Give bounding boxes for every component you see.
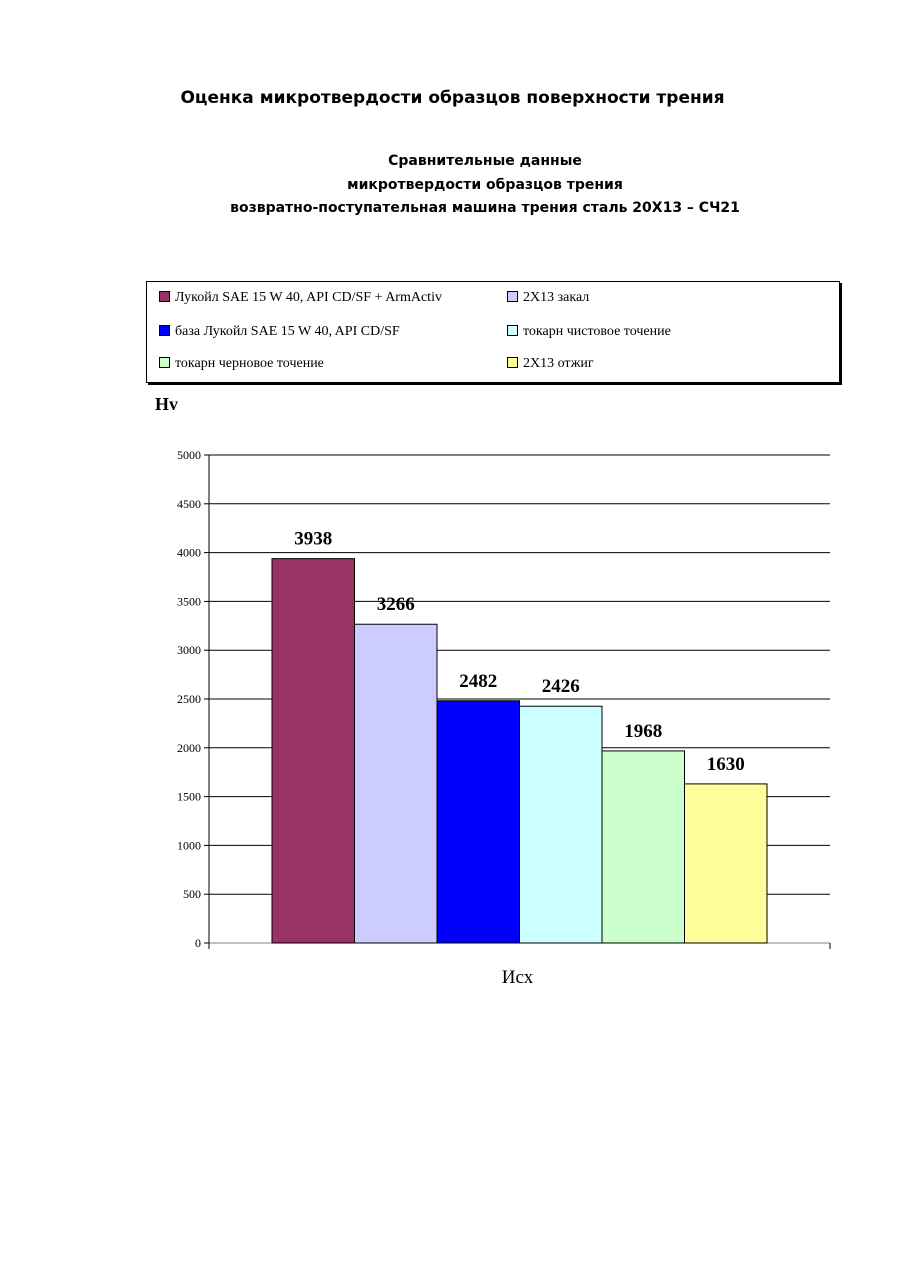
y-tick-label-3000: 3000 bbox=[177, 643, 201, 658]
data-label-5: 1968 bbox=[624, 720, 663, 742]
legend-label-3: база Лукойл SAE 15 W 40, API CD/SF bbox=[175, 324, 400, 339]
bar-1 bbox=[272, 559, 355, 943]
y-axis-title: Hv bbox=[155, 394, 179, 414]
y-tick-label-4000: 4000 bbox=[177, 545, 201, 560]
bar-3 bbox=[437, 701, 520, 943]
bar-6 bbox=[685, 784, 768, 943]
bar-5 bbox=[602, 751, 685, 943]
data-label-2: 3266 bbox=[376, 594, 415, 616]
subtitle-line-1: Сравнительные данные bbox=[388, 153, 582, 169]
subtitle-line-2: микротвердости образцов трения bbox=[347, 177, 623, 193]
data-label-4: 2426 bbox=[541, 676, 580, 698]
y-tick-label-5000: 5000 bbox=[177, 448, 201, 462]
legend-label-2: 2Х13 закал bbox=[523, 290, 590, 305]
legend-label-1: Лукойл SAE 15 W 40, API CD/SF + ArmActiv bbox=[175, 290, 442, 305]
page-title: Оценка микротвердости образцов поверхности трения bbox=[180, 88, 725, 108]
legend-label-5: токарн черновое точение bbox=[175, 356, 324, 371]
y-tick-label-2000: 2000 bbox=[177, 740, 201, 755]
bar-2 bbox=[355, 624, 438, 943]
y-tick-label-500: 500 bbox=[183, 887, 201, 902]
y-tick-label-3500: 3500 bbox=[177, 594, 201, 609]
data-label-1: 3938 bbox=[294, 528, 333, 550]
subtitle-line-3: возвратно-поступательная машина трения сталь 20Х13 – СЧ21 bbox=[230, 200, 740, 216]
y-tick-label-4500: 4500 bbox=[177, 496, 201, 511]
y-tick-label-2500: 2500 bbox=[177, 692, 201, 706]
y-tick-label-1000: 1000 bbox=[177, 838, 201, 853]
legend-label-6: 2Х13 отжиг bbox=[523, 356, 594, 371]
y-tick-label-0: 0 bbox=[195, 936, 201, 950]
bar-4 bbox=[520, 706, 603, 943]
y-tick-label-1500: 1500 bbox=[177, 789, 201, 804]
legend-label-4: токарн чистовое точение bbox=[523, 324, 671, 339]
x-category-label: Исх bbox=[501, 967, 534, 988]
data-label-6: 1630 bbox=[706, 753, 745, 775]
data-label-3: 2482 bbox=[459, 670, 498, 692]
